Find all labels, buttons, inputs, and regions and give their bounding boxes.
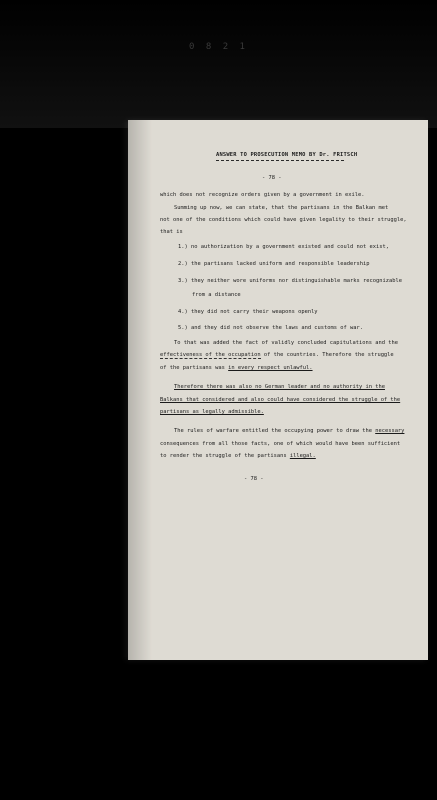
para-added-line-3-start: of the partisans was xyxy=(160,365,229,371)
para-rules-line-2: consequences from all those facts, one of which would have been sufficient xyxy=(160,441,401,447)
list-item-4: 4.) they did not carry their weapons openly xyxy=(178,309,318,315)
para-added-line-1: To that was added the fact of validly concluded capitulations and the xyxy=(174,340,398,346)
film-leader xyxy=(0,0,437,128)
para-added-line-2-rest: of the countries. Therefore the struggle xyxy=(260,352,394,358)
illegal-word: illegal. xyxy=(289,453,316,459)
effectiveness-phrase: effectiveness of the occupation xyxy=(160,352,261,358)
para-added-line-3 xyxy=(160,365,313,372)
para-therefore-line-3: partisans as legally admissible. xyxy=(160,409,264,415)
text-line-1: which does not recognize orders given by a government in exile. xyxy=(160,192,365,198)
text-line-2: Summing up now, we can state, that the partisans in the Balkan met xyxy=(174,205,389,211)
para-rules-line-3 xyxy=(160,453,316,460)
text-line-4: that is xyxy=(160,229,183,235)
list-item-3: 3.) they neither wore uniforms nor distinguishable marks recognizable xyxy=(178,278,402,284)
list-item-5: 5.) and they did not observe the laws and customs of war. xyxy=(178,325,363,331)
necessary-word: necessary xyxy=(375,428,405,434)
list-item-3-cont: from a distance xyxy=(192,292,241,298)
unlawful-phrase: in every respect unlawful. xyxy=(228,365,313,371)
document-header: ANSWER TO PROSECUTION MEMO BY Dr. FRITSCH xyxy=(216,152,358,158)
page-number-top: - 78 - xyxy=(262,175,282,181)
para-rules-line-1-start: The rules of warfare entitled the occupying power to draw the xyxy=(174,428,376,434)
header-rule xyxy=(216,160,344,161)
para-rules-line-3-start: to render the struggle of the partisans xyxy=(160,453,290,459)
page-number-bottom: - 78 - xyxy=(244,476,264,482)
para-rules-line-1 xyxy=(174,428,404,435)
para-therefore-line-1: Therefore there was also no German leader and no authority in the xyxy=(174,384,385,390)
para-therefore-line-2: Balkans that considered and also could have considered the struggle of the xyxy=(160,397,401,403)
para-added-line-2 xyxy=(160,352,394,359)
list-item-2: 2.) the partisans lacked uniform and responsible leadership xyxy=(178,261,370,267)
film-code: 0 8 2 1 xyxy=(189,42,248,52)
text-line-3: not one of the conditions which could have given legality to their struggle, xyxy=(160,217,407,223)
list-item-1: 1.) no authorization by a government existed and could not exist, xyxy=(178,244,389,250)
